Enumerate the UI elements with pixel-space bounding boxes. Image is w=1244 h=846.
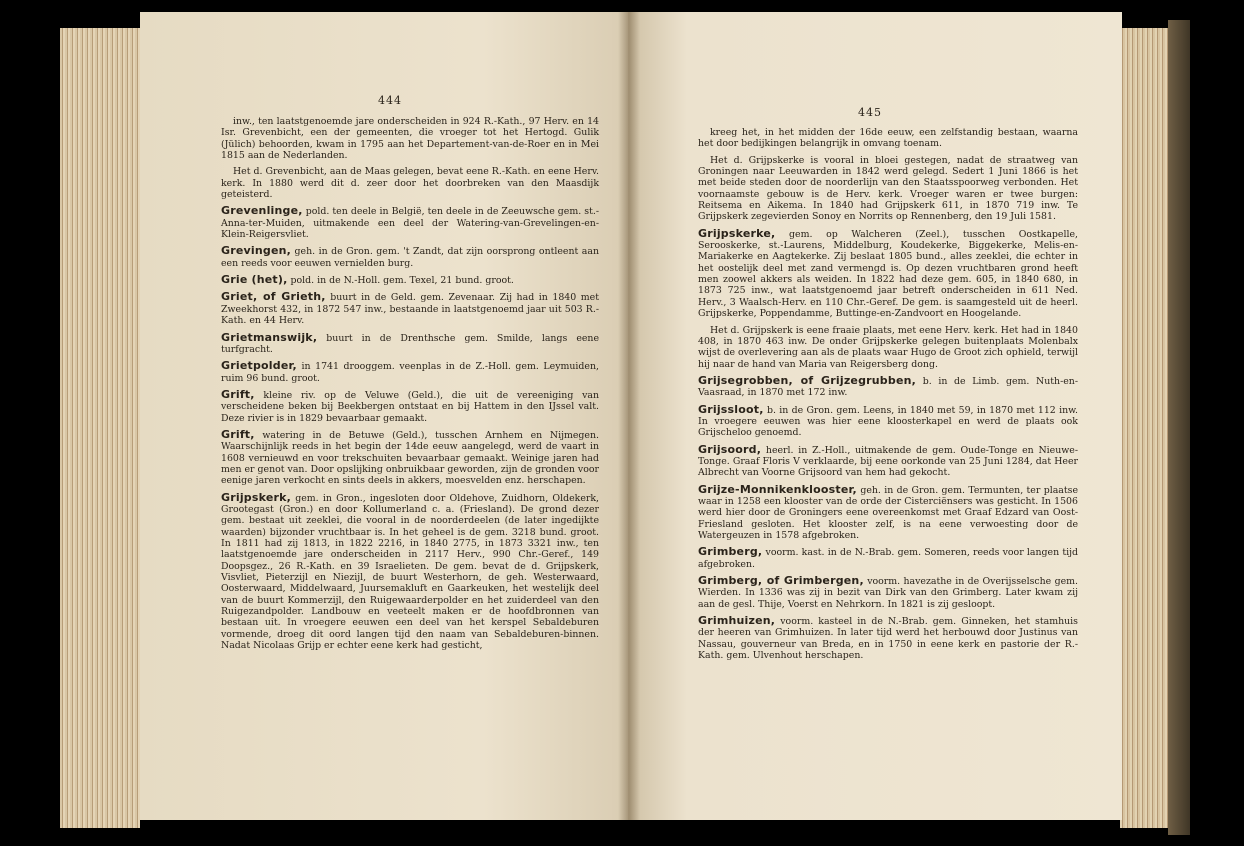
paragraph-text: watering in de Betuwe (Geld.), tusschen Arnhem en Nijmegen. Waarschijnlijk reeds in het begin der 14de eeuw aangelegd, werd de vaart in 1608 vernieuwd en voor trekschuiten bevaarbaar gemaakt. Weinige jaren had men er genot van. Door opslijking onbruikbaar geworden, zijn de gronden voor eenige jaren verkocht en sints deels in akkers, moesvelden enz. herschapen.	[221, 429, 599, 487]
paragraph	[221, 429, 599, 487]
paragraph-text: kreeg het, in het midden der 16de eeuw, een zelfstandig bestaan, waarna het door bedijkingen belangrijk in omvang toenam.	[698, 127, 1078, 150]
entry-headword: Grijpskerke,	[698, 226, 776, 240]
paragraph	[698, 575, 1078, 610]
right-page	[628, 12, 1122, 820]
paragraph	[221, 389, 599, 424]
paragraph	[698, 484, 1078, 542]
paragraph-text: pold. ten deele in België, ten deele in de Zeeuwsche gem. st.-Anna-ter-Muiden, uitmakende een deel der Watering-van-Grevelingen-en-Klein-Reigersvliet.	[221, 206, 600, 241]
paragraph-text: geh. in de Gron. gem. Termunten, ter plaatse waar in 1258 een klooster van de orde der Cisterciënsers was gesticht. In 1506 werd hier door de Groningers eene overeenkomst met Graaf Edzard van Oost-Friesland gesloten. Het klooster zelf, is na eene verwoesting door de Watergeuzen in 1578 afgebroken.	[698, 484, 1078, 541]
paragraph-text: voorm. kast. in de N.-Brab. gem. Someren, reeds voor langen tijd afgebroken.	[698, 547, 1078, 570]
paragraph-text: b. in de Limb. gem. Nuth-en-Vaasraad, in 1870 met 172 inw.	[698, 375, 1078, 399]
paragraph	[221, 332, 599, 356]
entry-headword: Grijssloot,	[698, 402, 764, 416]
paragraph-text: voorm. kasteel in de N.-Brab. gem. Ginneken, het stamhuis der heeren van Grimhuizen. In later tijd werd het herbouwd door Justinus van Nassau, gouverneur van Breda, en in 1750 in eene kerk en pastorie der R.-Kath. gem. Ulvenhout herschapen.	[698, 616, 1078, 662]
paragraph-text: in 1741 drooggem. veenplas in de Z.-Holl. gem. Leymuiden, ruim 96 bund. groot.	[221, 361, 599, 384]
paragraph-text: Het d. Grevenbicht, aan de Maas gelegen, bevat eene R.-Kath. en eene Herv. kerk. In 1880 werd dit d. zeer door het doorbreken van den Maasdijk geteisterd.	[221, 166, 599, 201]
paragraph	[221, 245, 599, 269]
entry-headword: Grimhuizen,	[698, 614, 776, 628]
entry-headword: Grijsoord,	[698, 442, 762, 456]
paragraph	[698, 444, 1078, 479]
entry-headword: Grie (het),	[221, 273, 288, 287]
paragraph	[698, 155, 1078, 223]
paragraph	[221, 205, 599, 240]
paragraph	[221, 360, 599, 384]
left-page	[140, 12, 630, 820]
paragraph-text: Het d. Grijpskerke is vooral in bloei gestegen, nadat de straatweg van Groningen naar Leeuwarden in 1842 werd gelegd. Sedert 1 Juni 1866 is het met beide steden door de noorderlijn van den Staatsspoorweg verbonden. Het voornaamste gebouw is de Herv. kerk. Vroeger waren er twee burgen: Reitsema en Aikema. In 1840 had Grijpskerk 611, in 1870 719 inw. Te Grijpskerk zegevierden Sonoy en Norrits op Rennenberg, den 19 Juli 1581.	[698, 154, 1078, 223]
paragraph	[698, 325, 1078, 370]
entry-headword: Grevingen,	[221, 244, 292, 258]
paragraph-text: geh. in de Gron. gem. 't Zandt, dat zijn oorsprong ontleent aan een reeds voor eeuwen vernielden burg.	[221, 246, 599, 269]
paragraph	[698, 127, 1078, 150]
entry-headword: Grevenlinge,	[221, 204, 303, 218]
paragraph	[698, 615, 1078, 661]
paragraph	[698, 546, 1078, 570]
entry-headword: Grijpskerk,	[221, 490, 292, 504]
book-gutter	[618, 12, 640, 820]
book-cover-edge	[1168, 20, 1190, 835]
entry-headword: Grijze-Monnikenklooster,	[698, 482, 857, 496]
paragraph	[698, 375, 1078, 399]
entry-headword: Grietmanswijk,	[221, 330, 318, 344]
page-stack-left	[60, 28, 140, 828]
paragraph-text: gem. in Gron., ingesloten door Oldehove, Zuidhorn, Oldekerk, Grootegast (Gron.) en door Kollumerland c. a. (Friesland). De grond dezer gem. bestaat uit zeeklei, die vooral in de noorderdeelen (de later ingedijkte waarden) bijzonder vruchtbaar is. In het geheel is de gem. 3218 bund. groot. In 1811 had zij 1813, in 1822 2216, in 1840 2775, in 1873 3321 inw., ten laatstgenoemde jare onderscheiden in 2117 Herv., 990 Chr.-Geref., 149 Doopsgez., 26 R.-Kath. en 39 Israelieten. De gem. bevat de d. Grijpskerk, Visvliet, Pieterzijl en Niezijl, de buurt Westerhorn, de geh. Westerwaard, Oosterwaard, Middelwaard, Juursemakluft en Gaarkeuken, het westelijk deel van de buurt Kommerzijl, den Ruigewaarderpolder en het zuiderdeel van den Ruigezandpolder. Landbouw en veeteelt maken er de hoofdbronnen van bestaan uit. In vroegere eeuwen een deel van het kerspel Sebaldeburen vormende, droeg dit oord langen tijd den naam van Sebaldeburen-binnen. Nadat Nicolaas Grijp er echter eene kerk had gesticht,	[221, 492, 600, 652]
paragraph-text: voorm. havezathe in de Overijsselsche gem. Wierden. In 1336 was zij in bezit van Dirk van den Grimberg. Later kwam zij aan de gesl. Thije, Voerst en Nehrkorn. In 1821 is zij gesloopt.	[698, 576, 1078, 610]
paragraph-text: pold. in de N.-Holl. gem. Texel, 21 bund. groot.	[290, 275, 514, 287]
left-page-text	[221, 116, 599, 656]
paragraph	[698, 228, 1078, 320]
entry-headword: Grietpolder,	[221, 359, 297, 373]
page-number-right: 445	[858, 106, 882, 119]
paragraph-text: buurt in de Geld. gem. Zevenaar. Zij had in 1840 met Zweekhorst 432, in 1872 547 inw., bestaande in laatstgenoemd jaar uit 503 R.-Kath. en 44 Herv.	[221, 292, 600, 327]
paragraph	[221, 116, 599, 161]
entry-headword: Griet, of Grieth,	[221, 290, 326, 304]
paragraph-text: Het d. Grijpskerk is eene fraaie plaats, met eene Herv. kerk. Het had in 1840 408, in 1870 463 inw. De onder Grijpskerke gelegen buitenplaats Molenbalx wijst de overlevering aan als de plaats waar Hugo de Groot zich ophield, terwijl hij naar de hand van Maria van Reigersberg dong.	[698, 324, 1078, 370]
entry-headword: Grimberg,	[698, 545, 763, 559]
paragraph	[221, 274, 599, 286]
entry-headword: Grimberg, of Grimbergen,	[698, 574, 864, 588]
paragraph	[698, 404, 1078, 439]
paragraph-text: heerl. in Z.-Holl., uitmakende de gem. Oude-Tonge en Nieuwe-Tonge. Graaf Floris V verklaarde, bij eene oorkonde van 25 Juni 1284, dat Heer Albrecht van Voorne Grijsoord van hem had gekocht.	[698, 444, 1079, 479]
paragraph-text: inw., ten laatstgenoemde jare onderscheiden in 924 R.-Kath., 97 Herv. en 14 Isr. Grevenbicht, een der gemeenten, die vroeger tot het Hertogd. Gulik (Jülich) behoorden, kwam in 1795 aan het Departement-van-de-Roer en in Mei 1815 aan de Nederlanden.	[221, 116, 599, 162]
paragraph-text: buurt in de Drenthsche gem. Smilde, langs eene turfgracht.	[221, 332, 600, 355]
paragraph-text: kleine riv. op de Veluwe (Geld.), die uit de vereeniging van verscheidene beken bij Beekbergen ontstaat en bij Hattem in den IJssel valt. Deze rivier is in 1829 bevaarbaar gemaakt.	[221, 389, 599, 424]
paragraph	[221, 492, 599, 652]
paragraph	[221, 291, 599, 326]
right-page-text	[698, 127, 1078, 666]
entry-headword: Grijsegrobben, of Grijzegrubben,	[698, 373, 917, 387]
paragraph	[221, 166, 599, 200]
entry-headword: Grift,	[221, 427, 255, 441]
page-number-left: 444	[378, 94, 402, 107]
paragraph-text: b. in de Gron. gem. Leens, in 1840 met 59, in 1870 met 112 inw. In vroegere eeuwen was hier eene kloosterkapel en werd de plaats ook Grijscheloo genoemd.	[698, 404, 1078, 439]
paragraph-text: gem. op Walcheren (Zeel.), tusschen Oostkapelle, Serooskerke, st.-Laurens, Middelburg, Koudekerke, Biggekerke, Melis-en-Mariakerke en Aagtekerke. Zij beslaat 1805 bund., alles zeeklei, die echter in het oostelijk deel met zand vermengd is. Op dezen vruchtbaren grond heeft men zoowel akkers als weiden. In 1822 had deze gem. 605, in 1840 680, in 1873 725 inw., wat laatstgenoemd jaar betreft onderscheiden in 611 Ned. Herv., 3 Waalsch-Herv. en 110 Chr.-Geref. De gem. is saamgesteld uit de heerl. Grijpskerke, Poppendamme, Buttinge-en-Zandvoort en Hoogelande.	[698, 228, 1079, 320]
entry-headword: Grift,	[221, 387, 255, 401]
